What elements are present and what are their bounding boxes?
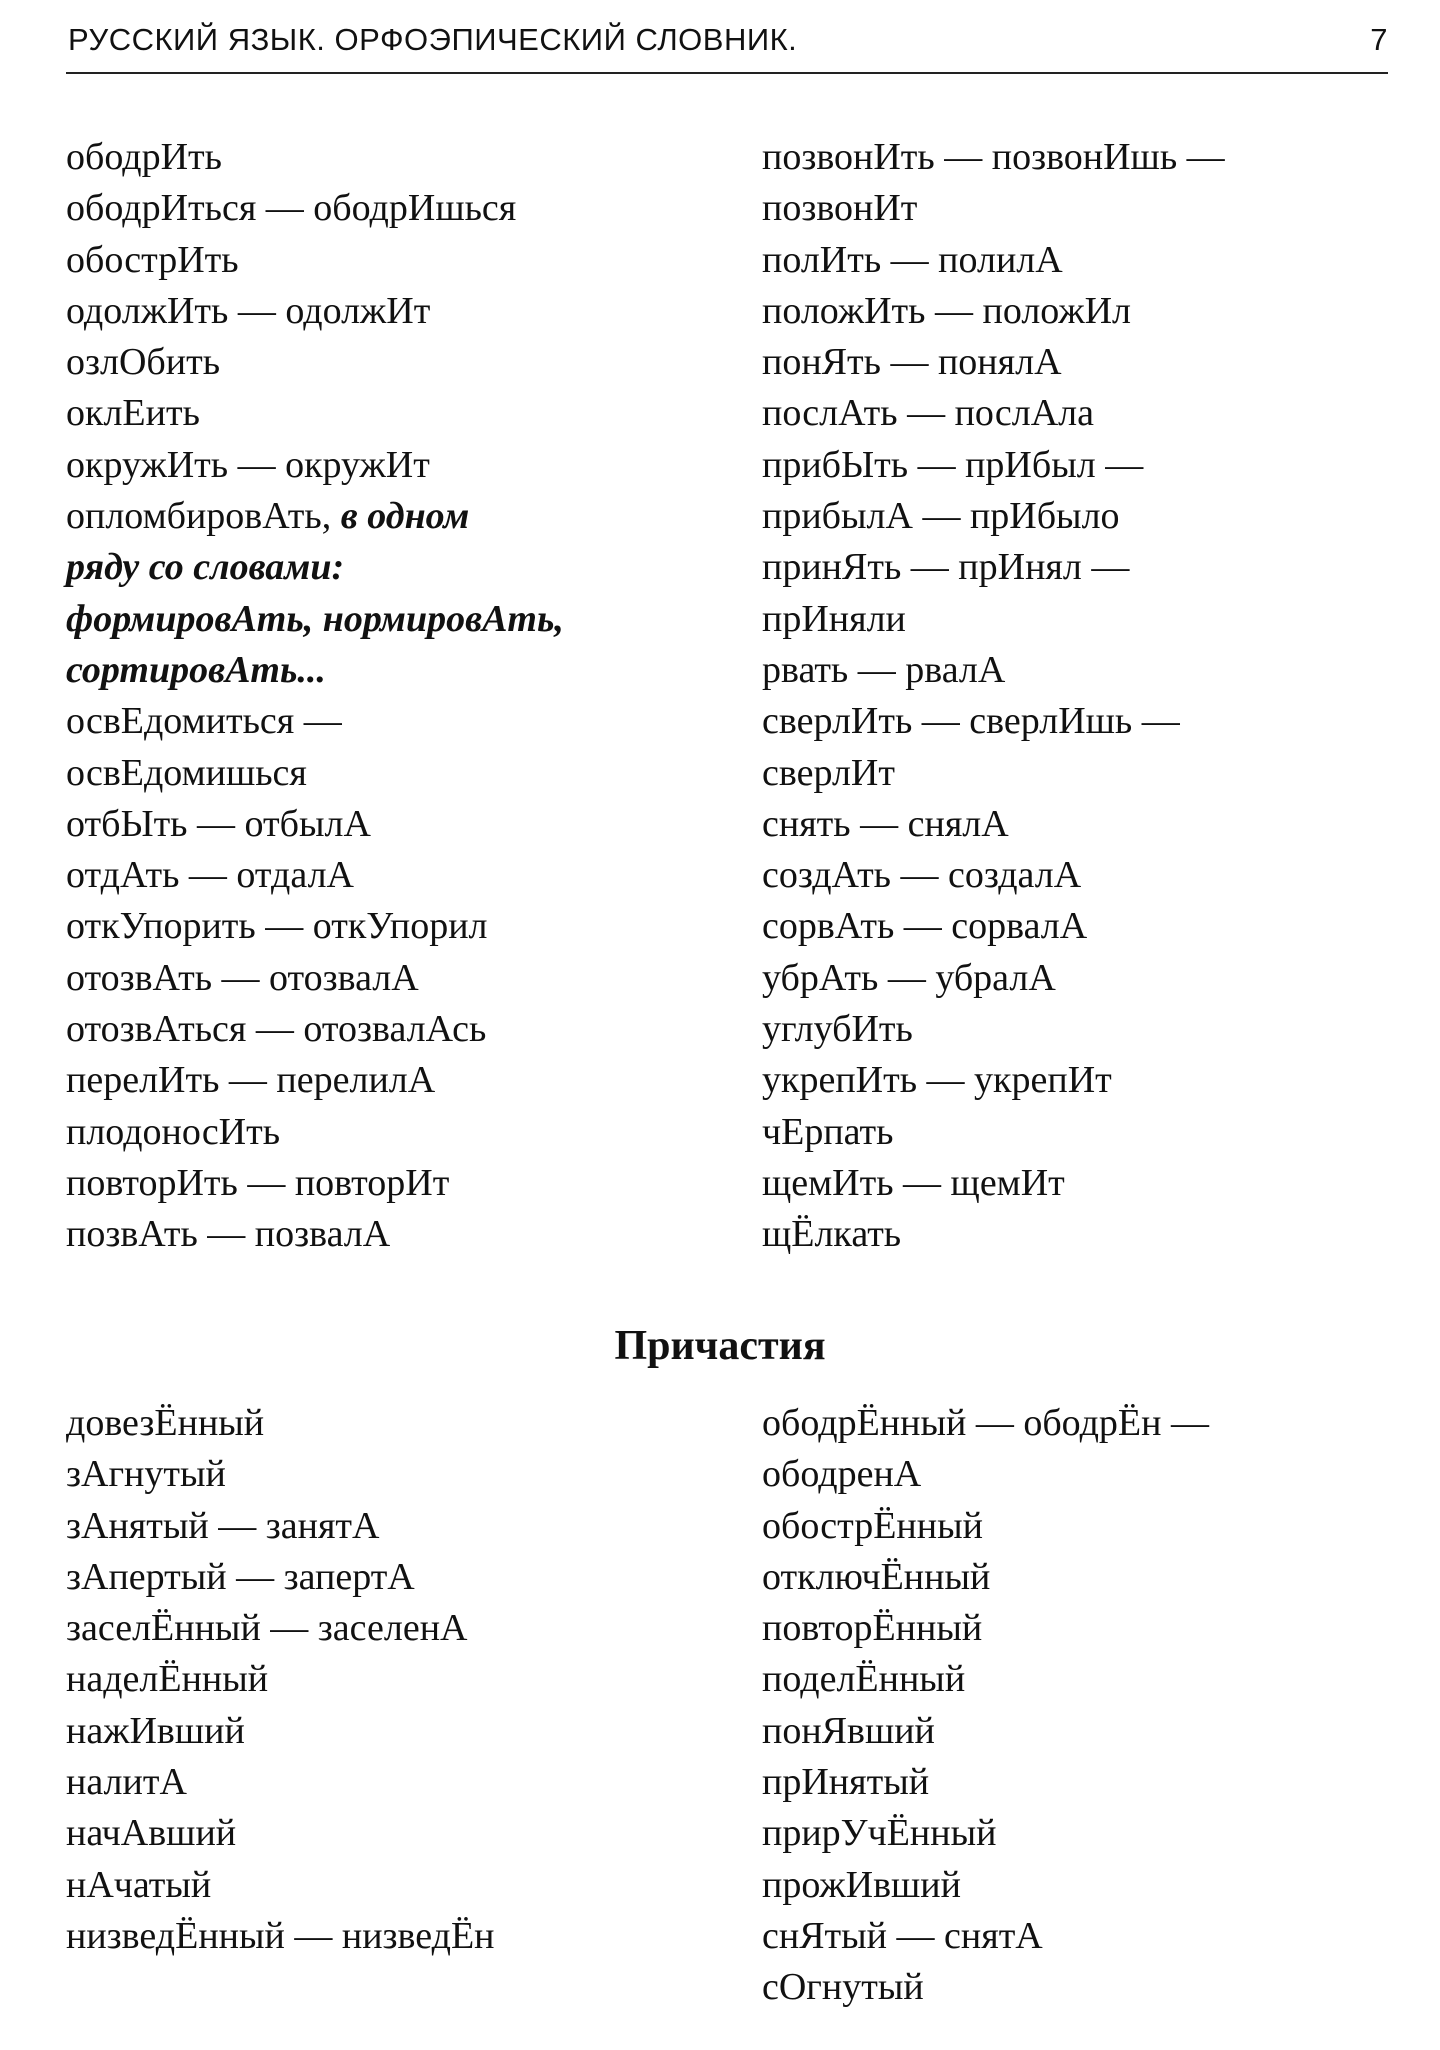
dictionary-entry: перелИть — перелилА xyxy=(66,1059,436,1102)
dictionary-entry: прИняли xyxy=(762,597,906,640)
dictionary-entry: озлОбить xyxy=(66,341,221,384)
verbs-right-column xyxy=(762,132,1225,1261)
dictionary-entry: полИть — полилА xyxy=(762,238,1063,281)
dictionary-entry: послАть — послАла xyxy=(762,392,1094,435)
dictionary-entry: щемИть — щемИт xyxy=(762,1161,1065,1204)
participles-right-column xyxy=(762,1398,1209,2014)
dictionary-entry: сОгнутый xyxy=(762,1966,924,2009)
dictionary-entry: принЯть — прИнял — xyxy=(762,546,1130,589)
dictionary-entry: прибылА — прИбыло xyxy=(762,495,1120,538)
usage-note: формировАть, нормировАть, xyxy=(66,597,564,640)
dictionary-entry: прирУчЁнный xyxy=(762,1812,997,1855)
dictionary-entry: зАгнутый xyxy=(66,1453,226,1496)
dictionary-entry: оклЕить xyxy=(66,392,200,435)
dictionary-entry: снЯтый — снятА xyxy=(762,1914,1043,1957)
dictionary-entry: зАнятый — занятА xyxy=(66,1504,380,1547)
usage-note: в одном xyxy=(340,495,470,538)
dictionary-entry: положИть — положИл xyxy=(762,289,1131,332)
dictionary-entry: обострИть xyxy=(66,238,239,281)
section-heading-participles: Причастия xyxy=(614,1323,826,1369)
dictionary-entry: снять — снялА xyxy=(762,802,1009,845)
dictionary-entry: ободрИть xyxy=(66,136,222,178)
dictionary-entry: углубИть xyxy=(762,1008,913,1051)
dictionary-entry: начАвший xyxy=(66,1812,237,1855)
verbs-left-column xyxy=(66,132,564,1261)
page-header xyxy=(66,10,1388,70)
dictionary-entry: плодоносИть xyxy=(66,1110,281,1153)
dictionary-entry: нАчатый xyxy=(66,1863,212,1906)
usage-note: ряду со словами: xyxy=(66,546,345,589)
running-title: РУССКИЙ ЯЗЫК. ОРФОЭПИЧЕСКИЙ СЛОВНИК. xyxy=(68,22,798,57)
dictionary-entry: щЁлкать xyxy=(762,1213,902,1256)
dictionary-entry: налитА xyxy=(66,1761,187,1804)
dictionary-entry: понЯвший xyxy=(762,1709,935,1752)
dictionary-entry: нажИвший xyxy=(66,1709,245,1752)
dictionary-entry: одолжИть — одолжИт xyxy=(66,289,431,332)
dictionary-entry: прожИвший xyxy=(762,1863,961,1906)
dictionary-entry: поделЁнный xyxy=(762,1658,966,1701)
dictionary-entry: отключЁнный xyxy=(762,1555,991,1598)
dictionary-entry: позвонИт xyxy=(762,187,918,230)
dictionary-entry: отозвАть — отозвалА xyxy=(66,956,419,999)
dictionary-entry: отбЫть — отбылА xyxy=(66,802,371,845)
dictionary-entry: ободрИться — ободрИшься xyxy=(66,187,517,230)
dictionary-entry: обострЁнный xyxy=(762,1504,983,1547)
dictionary-entry: отозвАться — отозвалАсь xyxy=(66,1008,487,1051)
page-number: 7 xyxy=(1370,22,1388,57)
dictionary-entry: повторЁнный xyxy=(762,1607,983,1650)
dictionary-entry: укрепИть — укрепИт xyxy=(762,1059,1112,1102)
participles-left-column xyxy=(66,1398,495,1962)
dictionary-entry: ободрЁнный — ободрЁн — xyxy=(762,1402,1209,1444)
usage-note: сортировАть... xyxy=(66,648,326,691)
dictionary-entry: сверлИть — сверлИшь — xyxy=(762,700,1180,743)
header-divider xyxy=(66,72,1388,74)
dictionary-entry: низведЁнный — низведЁн xyxy=(66,1914,495,1957)
dictionary-entry: зАпертый — запертА xyxy=(66,1555,415,1598)
dictionary-entry: сверлИт xyxy=(762,751,895,794)
dictionary-entry xyxy=(66,491,564,542)
dictionary-entry: создАть — создалА xyxy=(762,854,1082,897)
dictionary-entry: освЕдомишься xyxy=(66,751,307,794)
dictionary-entry: позвонИть — позвонИшь — xyxy=(762,136,1225,178)
dictionary-entry: окружИть — окружИт xyxy=(66,443,430,486)
dictionary-entry: ободренА xyxy=(762,1453,922,1496)
dictionary-entry: прИнятый xyxy=(762,1761,930,1804)
dictionary-entry: прибЫть — прИбыл — xyxy=(762,443,1144,486)
dictionary-entry: убрАть — убралА xyxy=(762,956,1056,999)
dictionary-entry: понЯть — понялА xyxy=(762,341,1062,384)
dictionary-entry: наделЁнный xyxy=(66,1658,269,1701)
dictionary-entry: рвать — рвалА xyxy=(762,648,1006,691)
dictionary-entry: довезЁнный xyxy=(66,1402,265,1444)
dictionary-entry: чЕрпать xyxy=(762,1110,894,1153)
dictionary-entry: повторИть — повторИт xyxy=(66,1161,450,1204)
dictionary-entry: позвАть — позвалА xyxy=(66,1213,391,1256)
dictionary-entry: отдАть — отдалА xyxy=(66,854,354,897)
dictionary-entry: откУпорить — откУпорил xyxy=(66,905,488,948)
dictionary-entry: сорвАть — сорвалА xyxy=(762,905,1088,948)
dictionary-entry: освЕдомиться — xyxy=(66,700,342,743)
dictionary-entry: заселЁнный — заселенА xyxy=(66,1607,468,1650)
entry-word: опломбировАть, xyxy=(66,495,332,538)
